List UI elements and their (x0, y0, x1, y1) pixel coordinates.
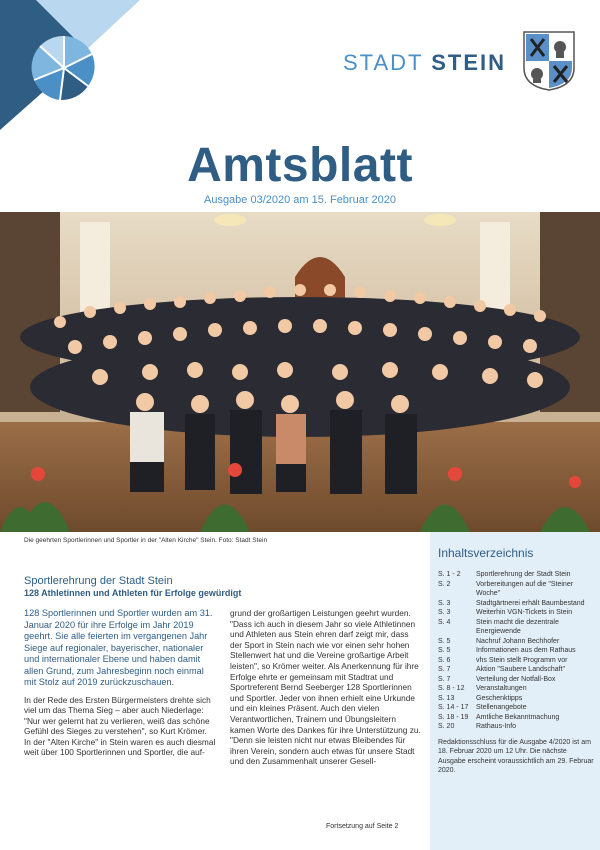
toc-title: Inhaltsverzeichnis (438, 546, 534, 560)
main-article (24, 575, 422, 773)
article-headline: Sportlerehrung der Stadt Stein (24, 575, 173, 587)
toc-item-text: Geschenktipps (476, 694, 523, 702)
toc-item[interactable] (430, 608, 600, 618)
masthead (0, 140, 600, 206)
toc-item-page: S. 4 (438, 618, 451, 626)
article-columns (24, 608, 422, 773)
toc-item-page: S. 5 (438, 637, 451, 645)
toc-item[interactable] (430, 713, 600, 723)
toc-item-page: S. 3 (438, 599, 451, 607)
toc-item-text: Amtliche Bekanntmachung (476, 713, 560, 721)
continued-note: Fortsetzung auf Seite 2 (326, 823, 399, 830)
toc-item-text: Stein macht die dezentrale Energiewende (476, 618, 559, 635)
article-paragraph: In der Rede des Ersten Bürgermeisters drehte sich viel um das Thema Sieg – aber auch Niederlage: "Nur wer gelernt hat zu verlieren, weiß das schöne Gefühl des Sieges zu verstehen", so Kurt Krömer. In der "Alten Kirche" in Stein waren es auch diesmal weit über 100 Sportlerinnen und Sportler, die auf- (24, 694, 216, 758)
toc-item-page: S. 5 (438, 647, 451, 654)
toc-item[interactable] (430, 656, 600, 666)
toc-item[interactable] (430, 599, 600, 609)
toc-item-page: S. 6 (438, 656, 451, 664)
toc-item-text: Stellenangebote (476, 704, 527, 711)
toc-item-text: Informationen aus dem Rathaus (476, 647, 576, 654)
brand-name-light: STADT (342, 50, 424, 75)
toc-list (430, 570, 600, 732)
article-column-2 (230, 608, 422, 773)
toc-item-page: S. 2 (438, 580, 451, 588)
toc-item-page: S. 1 - 2 (438, 571, 461, 578)
toc-item[interactable] (430, 570, 600, 580)
article-column-1 (24, 608, 216, 773)
newsletter-title: Amtsblatt (187, 139, 413, 192)
brand-name-bold: STEIN (431, 50, 506, 75)
toc-item-text: Nachruf Johann Bechhofer (476, 637, 560, 645)
toc-item-text: Weiterhin VGN-Tickets in Stein (476, 609, 573, 616)
toc-item-text: Aktion "Saubere Landschaft" (476, 666, 566, 673)
toc-deadline-note: Redaktionsschluss für die Ausgabe 4/2020 ist am 18. Februar 2020 um 12 Uhr. Die nächste Ausgabe erscheint voraussichtlich am 29. Februar 2020. (438, 738, 594, 774)
toc-item-text: Vorbereitungen auf die "Steiner Woche" (476, 580, 574, 597)
toc-item-page: S. 20 (438, 723, 455, 730)
toc-item-text: Verteilung der Notfall-Box (476, 675, 556, 683)
toc-item[interactable] (430, 646, 600, 656)
toc-item-page: S. 7 (438, 666, 451, 673)
toc-item[interactable] (430, 675, 600, 685)
toc-item-page: S. 8 - 12 (438, 685, 465, 692)
article-paragraph: grund der großartigen Leistungen geehrt wurden. "Dass ich auch in diesem Jahr so viele Athletinnen und Athleten aus Stein ehren darf zeigt mir, dass der Sport in Stein nach wie vor einen sehr hohen Stellenwert hat und die Vereine großartige Arbeit leisten", so Krömer weiter. Als Anerkennung für ihre Erfolge ehrte er gemeinsam mit Stadtrat und Sportreferent Bernd Seeberger 128 Sportlerinnen und Sportler. Jeder von ihnen erhielt eine Urkunde und ein kleines Präsent. Auch den vielen Verantwortlichen, Trainern und Übungsleitern kamen Worte des Dankes für ihre Unterstützung zu. "Denn sie leisten nicht nur etwas Bleibendes für ihren Verein, sondern auch etwas für unsere Stadt und den Zusammenhalt unserer Gesell- (230, 608, 421, 767)
toc-item-text: Stadtgärtnerei erhält Baumbestand (476, 599, 585, 607)
toc-item[interactable] (430, 665, 600, 675)
toc-item[interactable] (430, 684, 600, 694)
toc-item[interactable] (430, 703, 600, 713)
corner-logo-graphic (0, 0, 140, 130)
toc-item-text: Veranstaltungen (476, 685, 527, 692)
toc-item-text: vhs Stein stellt Programm vor (476, 656, 568, 664)
toc-item[interactable] (430, 694, 600, 704)
toc-item-page: S. 3 (438, 609, 451, 616)
toc-item-page: S. 18 - 19 (438, 713, 469, 721)
toc-item-page: S. 14 - 17 (438, 704, 469, 711)
coat-of-arms-icon (522, 30, 576, 92)
toc-item[interactable] (430, 580, 600, 599)
toc-item-page: S. 13 (438, 694, 455, 702)
toc-item-page: S. 7 (438, 675, 451, 683)
toc-item-text: Sportlerehrung der Stadt Stein (476, 571, 571, 578)
toc-item[interactable] (430, 618, 600, 637)
photo-caption: Die geehrten Sportlerinnen und Sportler in der "Alten Kirche" Stein. Foto: Stadt Stein (24, 537, 268, 544)
article-lead: 128 Sportlerinnen und Sportler wurden am 31. Januar 2020 für ihre Erfolge im Jahr 2019 geehrt. Sie alle feierten im vergangenen Jahr Siege auf regionaler, bayerischer, nationaler und internationaler Ebene und haben damit allen Grund, zum Jahresbeginn noch einmal mit Stolz auf 2019 zurückzuschauen. (24, 608, 213, 687)
brand-name (343, 50, 506, 76)
toc-item[interactable] (430, 637, 600, 647)
toc-item[interactable] (430, 722, 600, 732)
article-subheadline: 128 Athletinnen und Athleten für Erfolge gewürdigt (24, 588, 242, 598)
group-photo (0, 212, 600, 532)
table-of-contents (430, 532, 600, 850)
issue-line: Ausgabe 03/2020 am 15. Februar 2020 (203, 194, 397, 206)
toc-item-text: Rathaus-Info (476, 723, 517, 730)
